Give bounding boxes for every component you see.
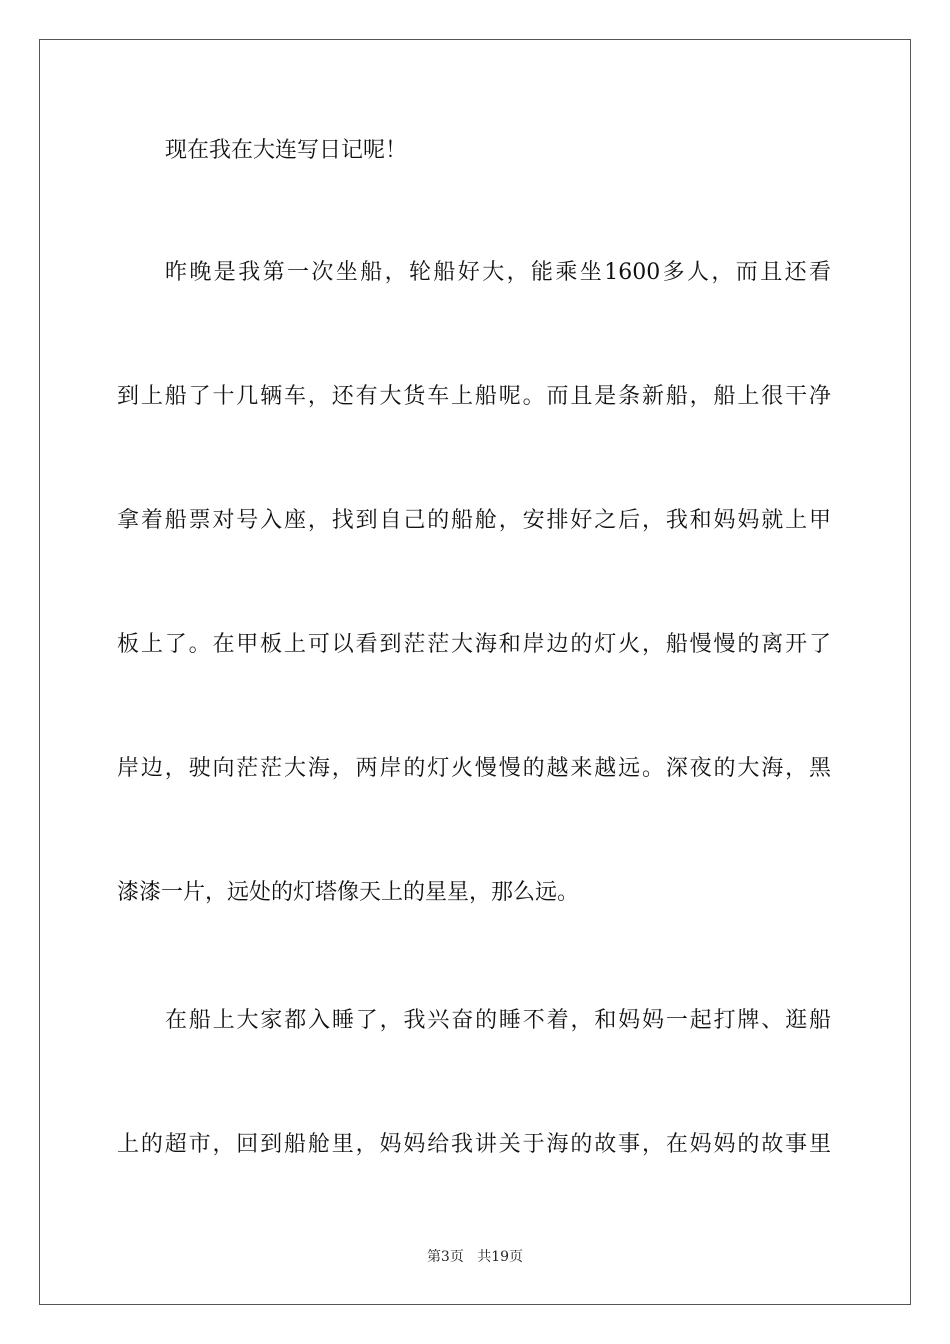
paragraph-line: 拿着船票对号入座，找到自己的船舱，安排好之后，我和妈妈就上甲 (117, 508, 831, 533)
paragraph-line: 岸边，驶向茫茫大海，两岸的灯火慢慢的越来越远。深夜的大海，黑 (117, 756, 831, 781)
paragraph-line: 在船上大家都入睡了，我兴奋的睡不着，和妈妈一起打牌、逛船 (165, 1008, 831, 1033)
paragraph-line: 到上船了十几辆车，还有大货车上船呢。而且是条新船，船上很干净 (117, 384, 831, 409)
paragraph-line: 现在我在大连写日记呢！ (165, 138, 408, 163)
page-total: 共19页 (477, 1249, 524, 1265)
page-footer (0, 1248, 950, 1266)
page-number: 第3页 (426, 1249, 464, 1265)
page-frame (39, 39, 911, 1305)
paragraph-line: 漆漆一片，远处的灯塔像天上的星星，那么远。 (117, 880, 580, 905)
paragraph-line: 昨晚是我第一次坐船，轮船好大，能乘坐1600多人，而且还看 (165, 260, 831, 285)
paragraph-line: 上的超市，回到船舱里，妈妈给我讲关于海的故事，在妈妈的故事里 (117, 1132, 831, 1157)
paragraph-line: 板上了。在甲板上可以看到茫茫大海和岸边的灯火，船慢慢的离开了 (117, 632, 831, 657)
